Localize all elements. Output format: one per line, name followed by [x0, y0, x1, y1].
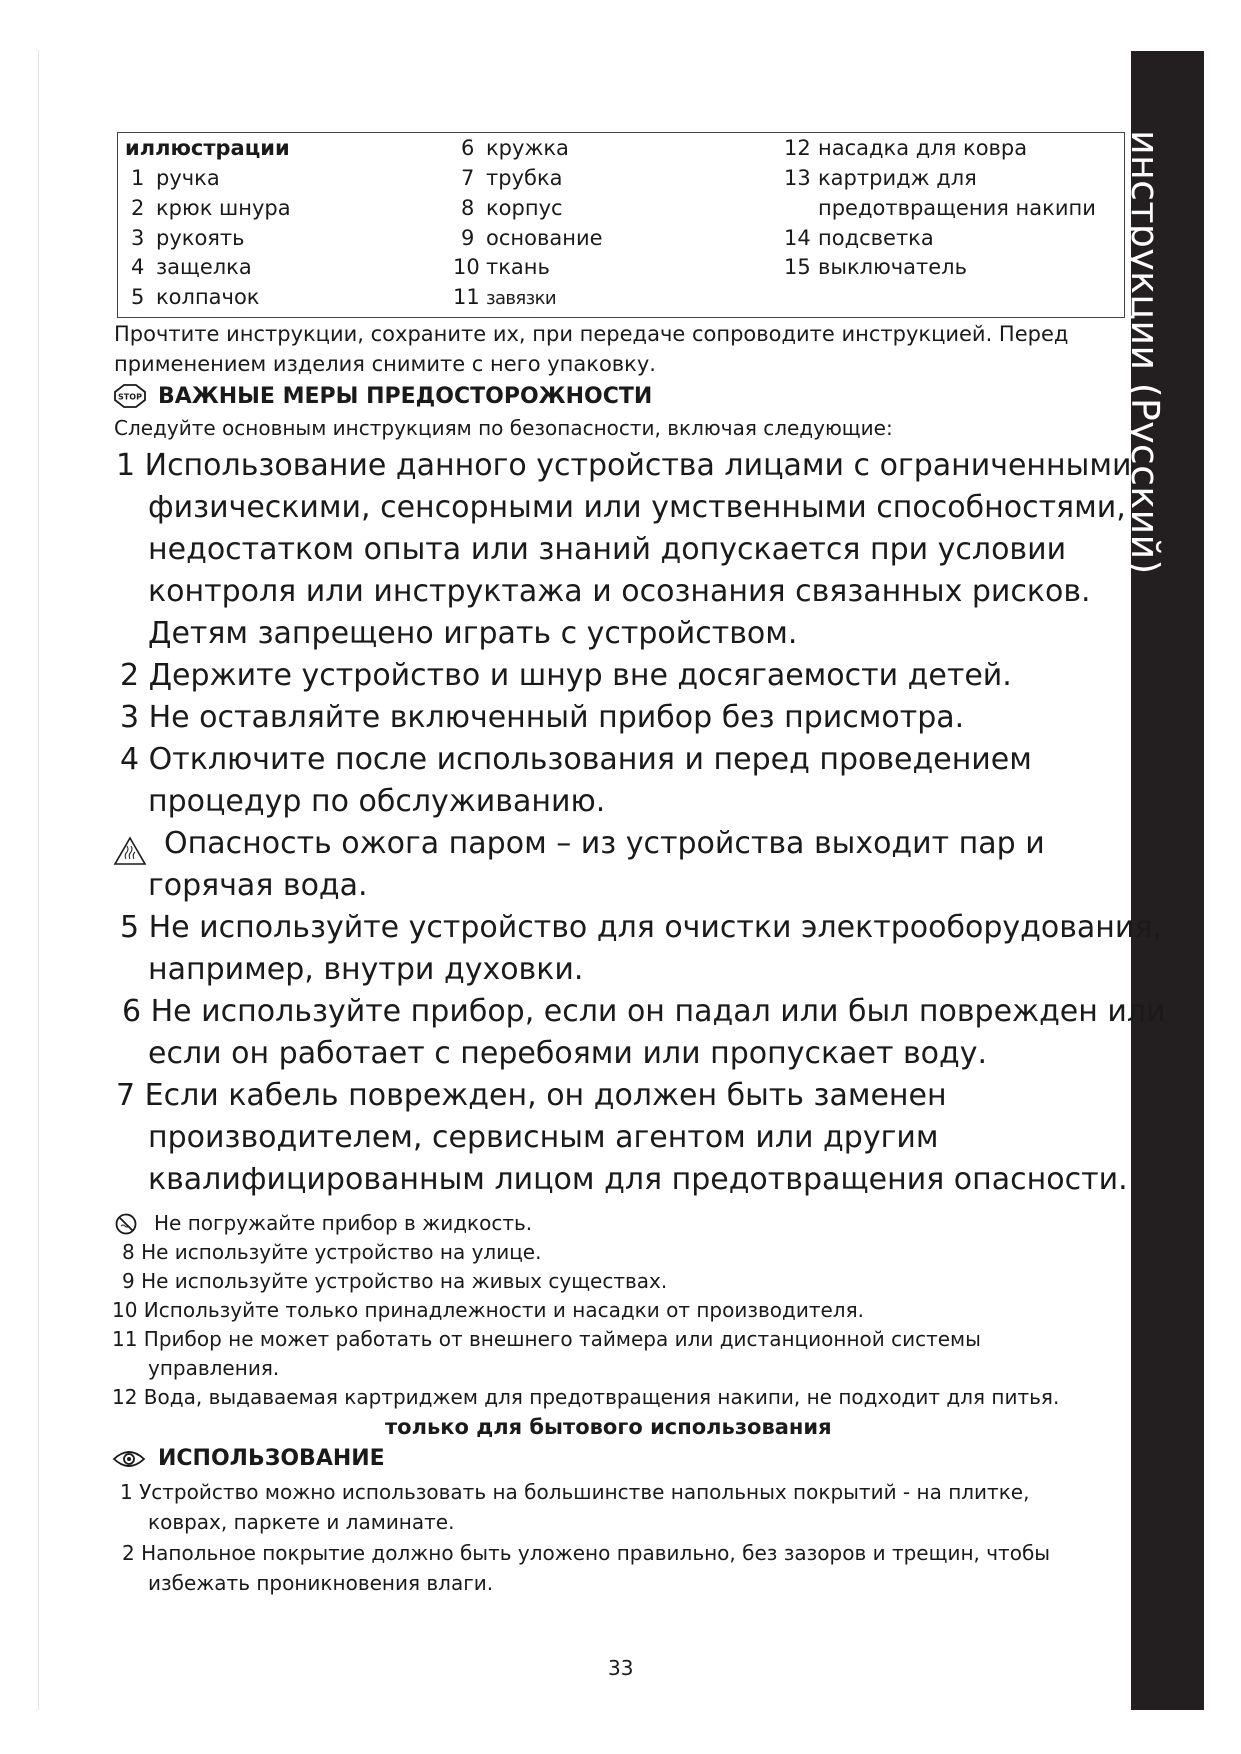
safety-subheading: Следуйте основным инструкциям по безопасности, включая следующие: [114, 416, 893, 440]
safety-item: Детям запрещено играть с устройством. [148, 616, 798, 651]
no-immersion-icon [115, 1213, 137, 1235]
safety-item: контроля или инструктажа и осознания связанных рисков. [148, 574, 1091, 609]
part-label: колпачок [156, 285, 260, 309]
part-label: защелка [156, 255, 252, 279]
part-label: рукоять [156, 226, 245, 250]
part-number: 3 [131, 226, 145, 250]
part-label: подсветка [818, 226, 934, 250]
part-number: 6 [461, 136, 475, 160]
part-label: трубка [486, 166, 563, 190]
safety-item: 1 Использование данного устройства лицами с ограниченными [116, 448, 1132, 483]
part-label: кружка [486, 136, 569, 160]
safety-small-item: 9 Не используйте устройство на живых существах. [122, 1269, 668, 1293]
safety-small-item: 11 Прибор не может работать от внешнего таймера или дистанционной системы [112, 1327, 981, 1351]
stop-icon [114, 384, 146, 408]
safety-item: 6 Не используйте прибор, если он падал или был поврежден или [122, 994, 1166, 1029]
safety-small-item: Не погружайте прибор в жидкость. [154, 1211, 533, 1235]
part-number: 10 [453, 255, 480, 279]
part-number: 13 [784, 166, 811, 190]
safety-item: горячая вода. [148, 868, 368, 903]
part-number: 14 [784, 226, 811, 250]
part-number: 2 [131, 196, 145, 220]
part-label: корпус [486, 196, 563, 220]
part-number: 4 [131, 255, 145, 279]
intro-line: применением изделия снимите с него упаковку. [114, 352, 656, 376]
part-number: 1 [131, 166, 145, 190]
part-number: 9 [461, 226, 475, 250]
part-label: насадка для ковра [818, 136, 1028, 160]
safety-item: 5 Не используйте устройство для очистки электрооборудования, [120, 910, 1162, 945]
safety-small-item: управления. [148, 1356, 280, 1380]
part-label: ткань [486, 255, 550, 279]
part-number: 8 [461, 196, 475, 220]
page-number: 33 [608, 1656, 634, 1680]
usage-heading: ИСПОЛЬЗОВАНИЕ [158, 1446, 385, 1471]
safety-small-item: 10 Используйте только принадлежности и насадки от производителя. [112, 1298, 864, 1322]
part-label: основание [486, 226, 603, 250]
part-number: 11 [453, 285, 480, 309]
safety-small-item: 12 Вода, выдаваемая картриджем для предотвращения накипи, не подходит для питья. [112, 1385, 1060, 1409]
usage-item: 2 Напольное покрытие должно быть уложено правильно, без зазоров и трещин, чтобы [122, 1541, 1051, 1565]
safety-item: производителем, сервисным агентом или другим [148, 1120, 939, 1155]
safety-heading: ВАЖНЫЕ МЕРЫ ПРЕДОСТОРОЖНОСТИ [158, 384, 653, 409]
steam-warning-icon [113, 836, 147, 866]
page-margin-line [38, 50, 39, 1710]
safety-item: 3 Не оставляйте включенный прибор без присмотра. [120, 700, 965, 735]
safety-item: физическими, сенсорными или умственными способностями, [148, 490, 1126, 525]
safety-item: 7 Если кабель поврежден, он должен быть заменен [116, 1078, 947, 1113]
household-note: только для бытового использования [385, 1415, 832, 1439]
part-number: 7 [461, 166, 475, 190]
safety-small-item: 8 Не используйте устройство на улице. [122, 1240, 542, 1264]
safety-item: 2 Держите устройство и шнур вне досягаемости детей. [120, 658, 1012, 693]
safety-item: 4 Отключите после использования и перед проведением [120, 742, 1032, 777]
part-label: выключатель [818, 255, 967, 279]
part-number: 12 [784, 136, 811, 160]
safety-item: Опасность ожога паром – из устройства выходит пар и [164, 826, 1045, 861]
part-label: картридж для [818, 166, 977, 190]
safety-item: недостатком опыта или знаний допускается при условии [148, 532, 1067, 567]
part-label: предотвращения накипи [818, 196, 1096, 220]
stop-icon-label: STOP [118, 392, 142, 402]
usage-item: избежать проникновения влаги. [148, 1571, 494, 1595]
safety-item: квалифицированным лицом для предотвращения опасности. [148, 1162, 1128, 1197]
eye-icon [112, 1448, 146, 1470]
parts-heading: иллюстрации [125, 136, 290, 160]
part-number: 5 [131, 285, 145, 309]
part-label: ручка [156, 166, 220, 190]
safety-item: если он работает с перебоями или пропускает воду. [148, 1036, 988, 1071]
usage-item: 1 Устройство можно использовать на большинстве напольных покрытий - на плитке, [120, 1480, 1030, 1504]
safety-item: например, внутри духовки. [148, 952, 584, 987]
part-label: завязки [486, 288, 556, 309]
safety-item: процедур по обслуживанию. [148, 784, 606, 819]
side-tab-title: инструкции (Русский) [1123, 130, 1167, 575]
part-number: 15 [784, 255, 811, 279]
usage-item: коврах, паркете и ламинате. [148, 1510, 455, 1534]
part-label: крюк шнура [156, 196, 291, 220]
intro-line: Прочтите инструкции, сохраните их, при передаче сопроводите инструкцией. Перед [114, 322, 1069, 346]
